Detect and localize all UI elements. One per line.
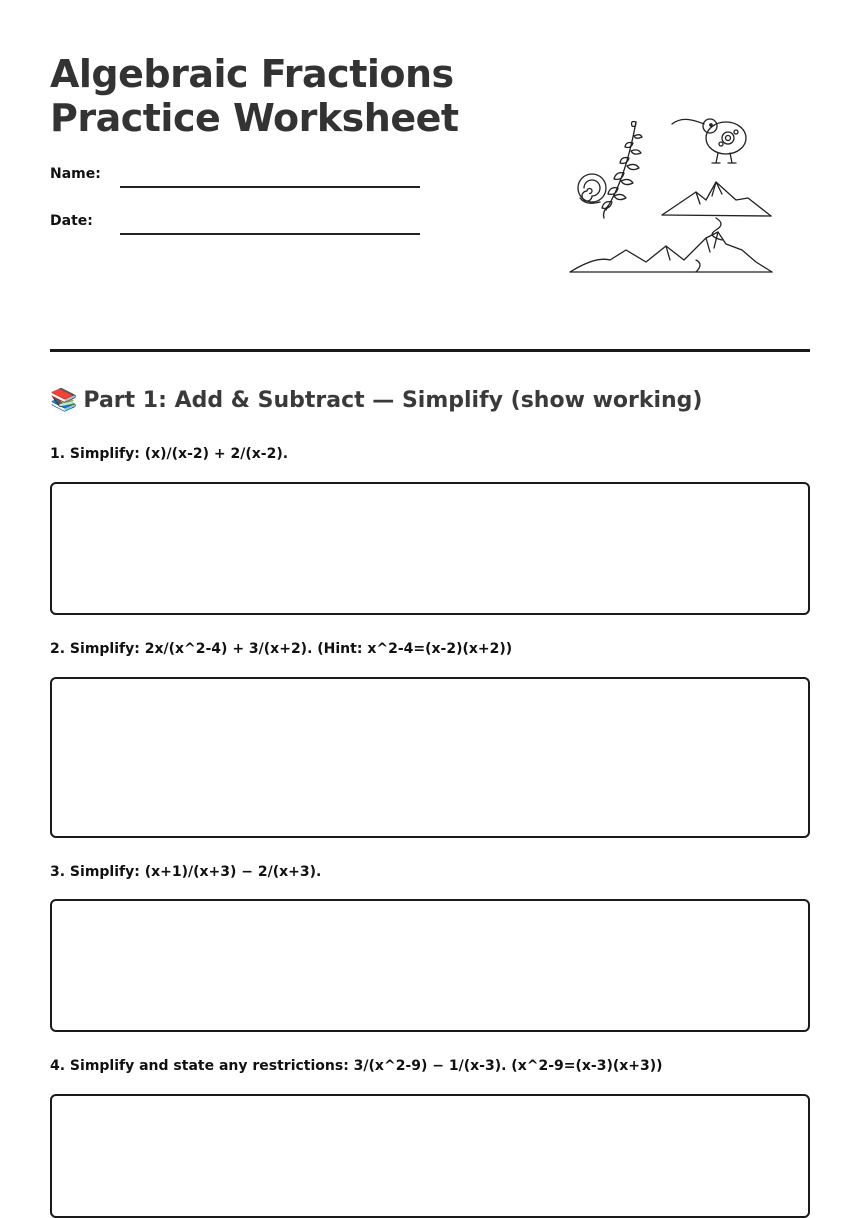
name-field[interactable] xyxy=(120,186,420,188)
section-title-part-1 xyxy=(50,388,703,413)
mountain-range-icon xyxy=(570,232,772,272)
name-label: Name: xyxy=(50,166,101,182)
snail-icon xyxy=(578,174,606,203)
answer-box-4[interactable] xyxy=(50,1094,810,1218)
question-4-text: 4. Simplify and state any restrictions: 3/(x^2-9) − 1/(x-3). (x^2-9=(x-3)(x+3)) xyxy=(50,1058,663,1074)
question-2-text: 2. Simplify: 2x/(x^2-4) + 3/(x+2). (Hint: x^2-4=(x-2)(x+2)) xyxy=(50,641,513,657)
title-line-2: Practice Worksheet xyxy=(50,96,459,140)
section-title-text: Part 1: Add & Subtract — Simplify (show working) xyxy=(83,388,703,413)
title-line-1: Algebraic Fractions xyxy=(50,52,454,96)
date-field[interactable] xyxy=(120,233,420,235)
books-icon: 📚 xyxy=(50,388,78,413)
answer-box-3[interactable] xyxy=(50,899,810,1032)
kiwi-bird-icon xyxy=(672,119,746,163)
question-1-text: 1. Simplify: (x)/(x-2) + 2/(x-2). xyxy=(50,446,289,462)
question-3-text: 3. Simplify: (x+1)/(x+3) − 2/(x+3). xyxy=(50,864,322,880)
fern-icon xyxy=(602,122,642,219)
date-label: Date: xyxy=(50,213,93,229)
mountain-icon xyxy=(662,182,771,240)
answer-box-2[interactable] xyxy=(50,677,810,838)
answer-box-1[interactable] xyxy=(50,482,810,615)
section-divider xyxy=(50,349,810,352)
kiwi-bird-fern-mountains-icon xyxy=(566,110,776,280)
worksheet-title xyxy=(50,52,459,140)
